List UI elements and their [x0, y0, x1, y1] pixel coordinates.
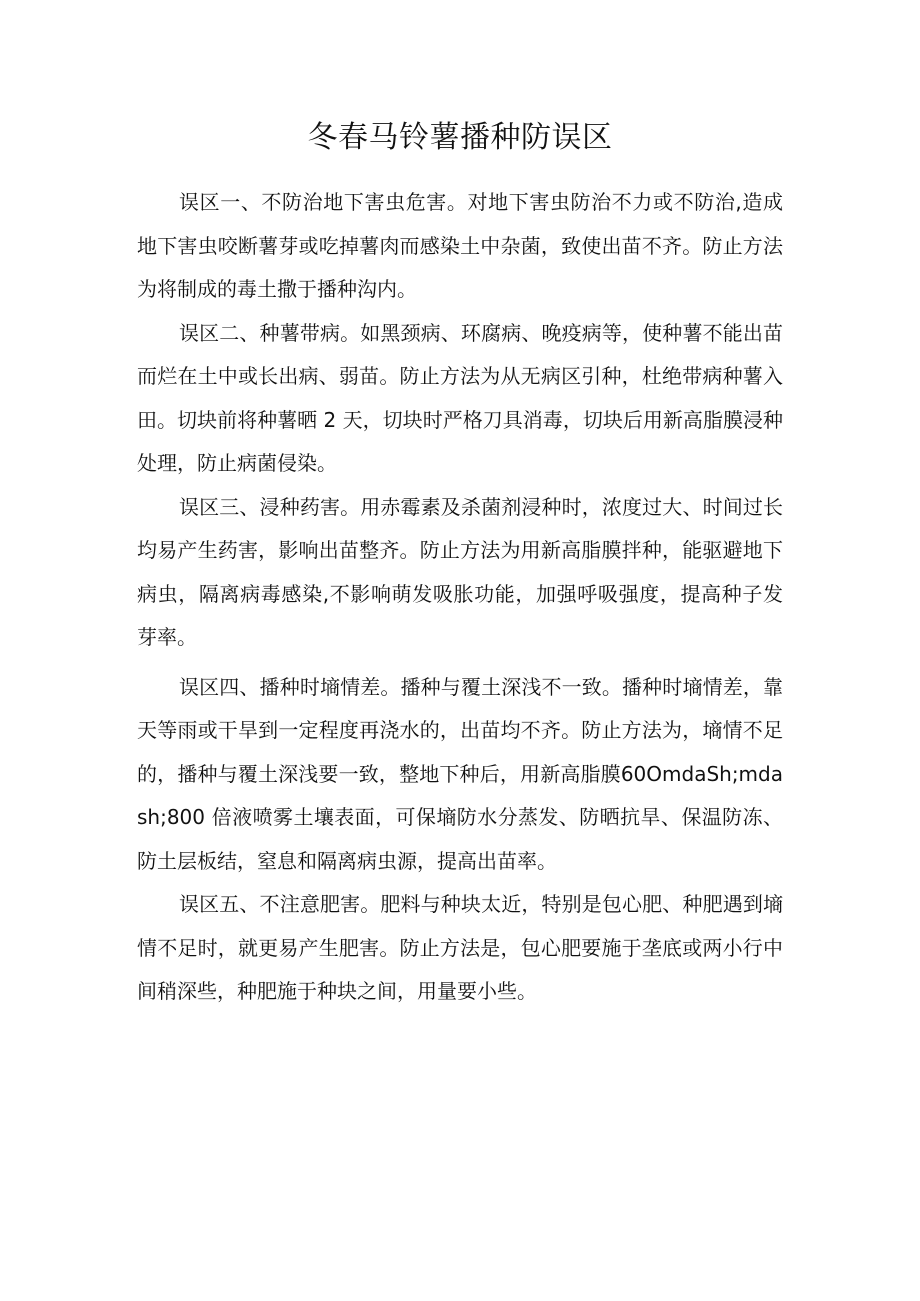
paragraph-misconception-4: 误区四、播种时墒情差。播种与覆土深浅不一致。播种时墒情差，靠天等雨或干旱到一定程度再浇水的，出苗均不齐。防止方法为，墒情不足的，播种与覆土深浅要一致，整地下种后，用新高脂膜60OmdaSh;mdash;800 倍液喷雾土壤表面，可保墒防水分蒸发、防晒抗旱、保温防冻、防土层板结，窒息和隔离病虫源，提高出苗率。 [137, 674, 783, 873]
paragraph-misconception-1: 误区一、不防治地下害虫危害。对地下害虫防治不力或不防治,造成地下害虫咬断薯芽或吃掉薯肉而感染土中杂菌，致使出苗不齐。防止方法为将制成的毒土撒于播种沟内。 [137, 190, 783, 301]
document-body [137, 181, 783, 1014]
document-title: 冬春马铃薯播种防误区 [307, 120, 613, 155]
paragraph-misconception-5: 误区五、不注意肥害。肥料与种块太近，特别是包心肥、种肥遇到墒情不足时，就更易产生肥害。防止方法是，包心肥要施于垄底或两小行中间稍深些，种肥施于种块之间，用量要小些。 [137, 892, 783, 1003]
paragraph-misconception-3: 误区三、浸种药害。用赤霉素及杀菌剂浸种时，浓度过大、时间过长均易产生药害，影响出苗整齐。防止方法为用新高脂膜拌种，能驱避地下病虫，隔离病毒感染,不影响萌发吸胀功能，加强呼吸强度，提高种子发芽率。 [137, 494, 783, 649]
paragraph-misconception-2: 误区二、种薯带病。如黑颈病、环腐病、晚疫病等，使种薯不能出苗而烂在土中或长出病、弱苗。防止方法为从无病区引种，杜绝带病种薯入田。切块前将种薯晒 2 天，切块时严格刀具消毒，切块后用新高脂膜浸种处理，防止病菌侵染。 [137, 320, 783, 475]
